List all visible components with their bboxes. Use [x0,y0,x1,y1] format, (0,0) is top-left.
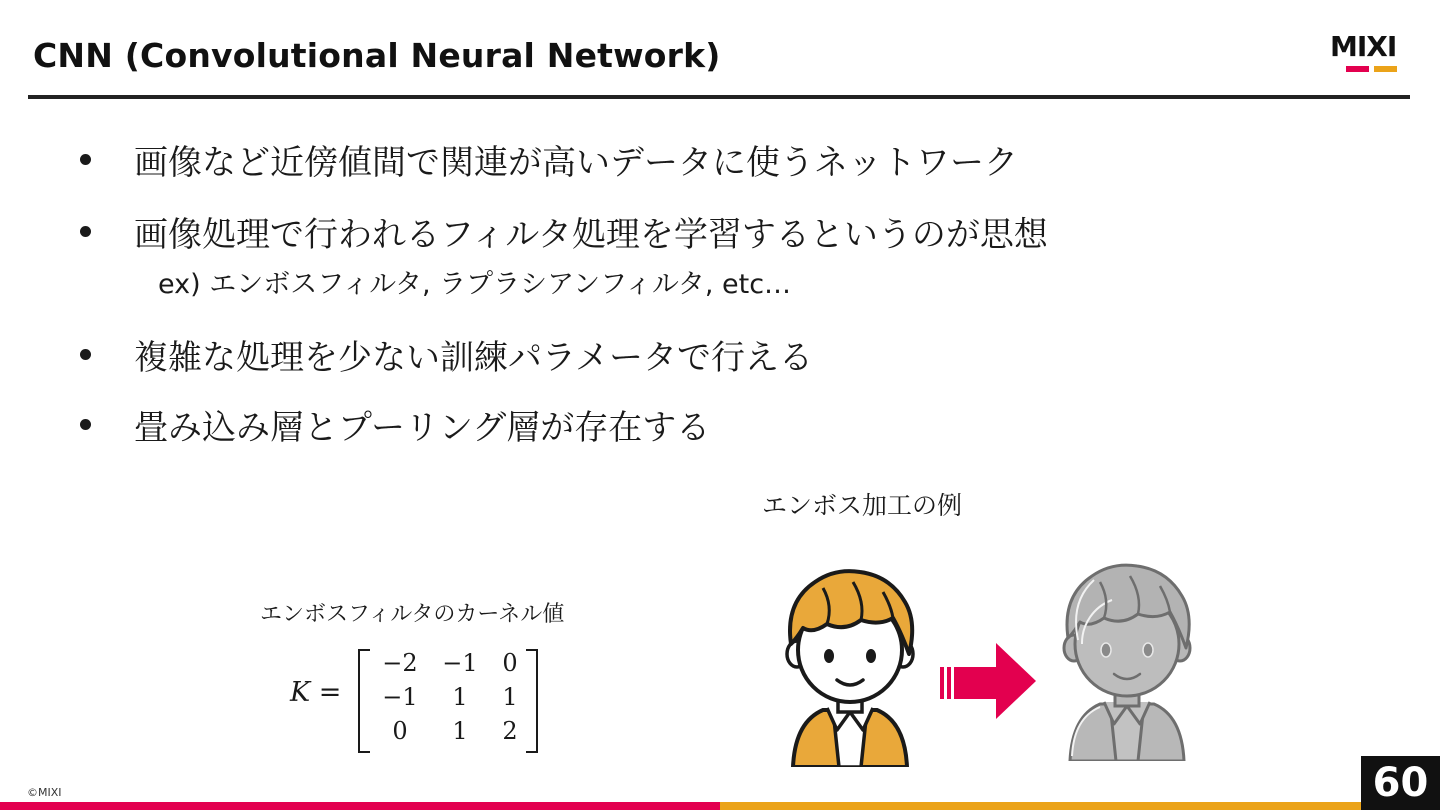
matrix-cell: −1 [442,649,478,677]
example-note: ex) エンボスフィルタ, ラプラシアンフィルタ, etc… [158,269,792,300]
list-item [80,135,1018,184]
kernel-label: K = [290,677,342,708]
logo-text: MIXI [1330,30,1397,63]
bullet-icon [80,226,91,237]
mixi-logo [1330,30,1412,74]
kernel-matrix [285,645,545,755]
matrix-cell: 1 [452,717,468,745]
bullet-text: 畳み込み層とプーリング層が存在する [134,408,711,448]
bullet-icon [80,419,91,430]
copyright-text: ©MIXI [27,786,62,799]
page-number: 60 [1361,756,1440,810]
footer-bar-red [0,802,720,810]
right-arrow-icon [940,643,1036,719]
matrix-cell: 0 [392,717,408,745]
list-item [80,330,813,379]
embossed-person-illustration [1052,556,1202,761]
footer-bar-orange [720,802,1361,810]
bullet-text: 画像処理で行われるフィルタ処理を学習するというのが思想 [134,215,1048,255]
bullet-text: 画像など近傍値間で関連が高いデータに使うネットワーク [134,143,1018,183]
slide-title: CNN (Convolutional Neural Network) [33,36,721,75]
left-bracket [358,649,370,753]
emboss-caption: エンボス加工の例 [762,491,963,520]
bullet-icon [80,349,91,360]
matrix-cell: 1 [452,683,468,711]
matrix-cell: −1 [382,683,418,711]
bullet-text: 複雑な処理を少ない訓練パラメータで行える [134,338,813,378]
matrix-cell: 1 [502,683,518,711]
logo-red-bar [1346,66,1369,72]
list-item [80,207,1048,256]
person-illustration [775,562,925,767]
matrix-cell: 0 [502,649,518,677]
title-divider [28,95,1410,99]
list-item [80,400,710,449]
kernel-caption: エンボスフィルタのカーネル値 [260,602,565,627]
bullet-icon [80,154,91,165]
logo-orange-bar [1374,66,1397,72]
matrix-cell: −2 [382,649,418,677]
matrix-cell: 2 [502,717,518,745]
